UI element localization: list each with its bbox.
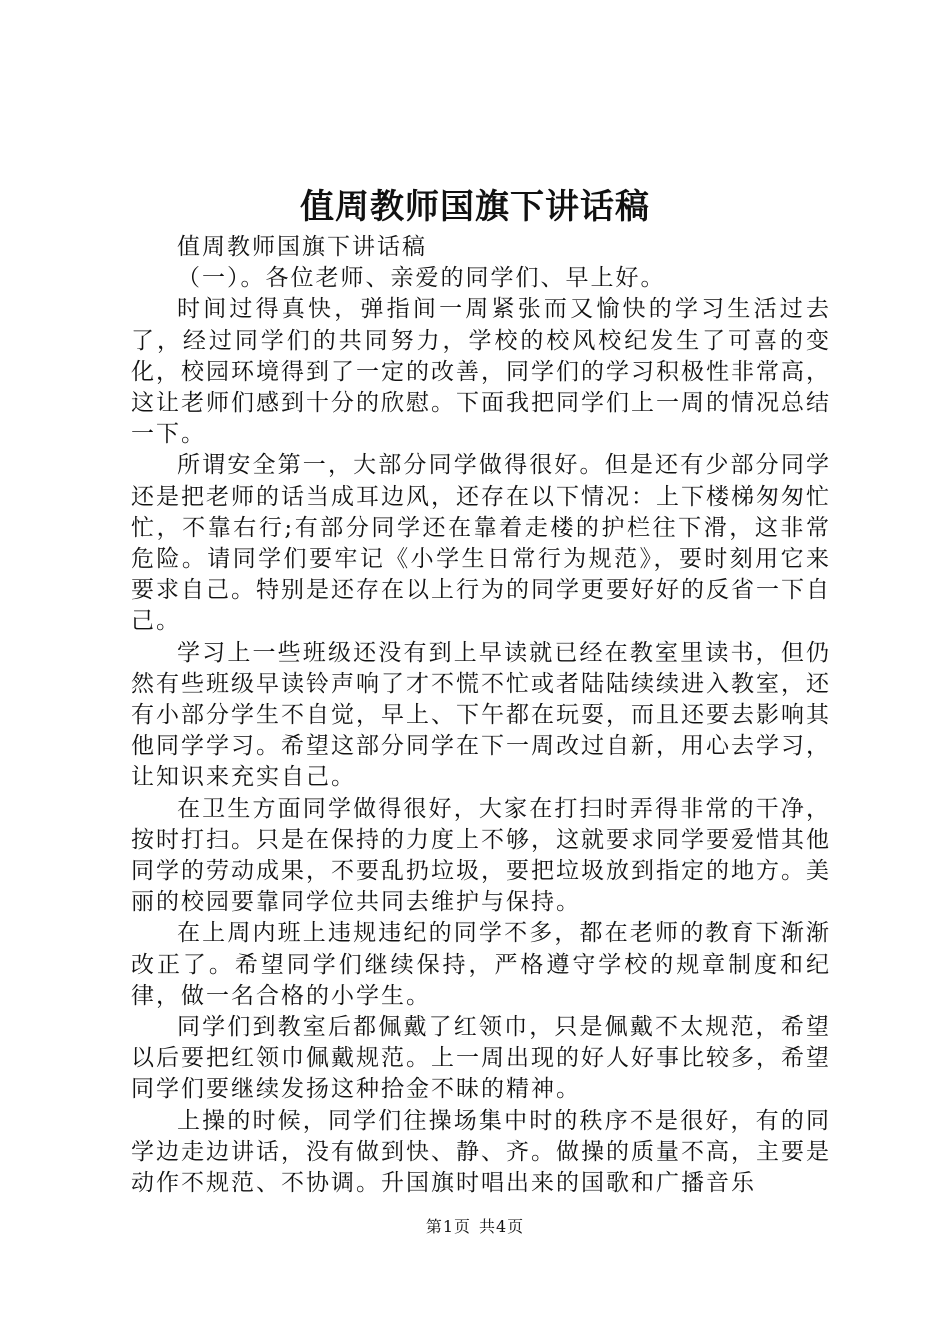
page-total: 共4页 bbox=[479, 1217, 525, 1236]
paragraph-discipline: 在上周内班上违规违纪的同学不多，都在老师的教育下渐渐改正了。希望同学们继续保持，严格遵守学校的规章制度和纪律，做一名合格的小学生。 bbox=[131, 920, 831, 1009]
document-body bbox=[131, 232, 831, 1199]
document-title: 值周教师国旗下讲话稿 bbox=[300, 187, 650, 227]
paragraph-hygiene: 在卫生方面同学做得很好，大家在打扫时弄得非常的干净，按时打扫。只是在保持的力度上不够，这就要求同学要爱惜其他同学的劳动成果，不要乱扔垃圾，要把垃圾放到指定的地方。美丽的校园要靠同学位共同去维护与保持。 bbox=[131, 795, 831, 916]
paragraph-greeting: （一）。各位老师、亲爱的同学们、早上好。 bbox=[177, 265, 666, 292]
page-number: 第1页 bbox=[425, 1217, 471, 1236]
paragraph-subtitle: 值周教师国旗下讲话稿 bbox=[177, 234, 427, 260]
paragraph-safety: 所谓安全第一，大部分同学做得很好。但是还有少部分同学还是把老师的话当成耳边风，还存在以下情况：上下楼梯匆匆忙忙，不靠右行;有部分同学还在靠着走楼的护栏往下滑，这非常危险。请同学们要牢记《小学生日常行为规范》，要时刻用它来要求自己。特别是还存在以上行为的同学更要好好的反省一下自己。 bbox=[131, 452, 831, 635]
paragraph-study: 学习上一些班级还没有到上早读就已经在教室里读书，但仍然有些班级早读铃声响了才不慌不忙或者陆陆续续进入教室，还有小部分学生不自觉，早上、下午都在玩耍，而且还要去影响其他同学学习。希望这部分同学在下一周改过自新，用心去学习，让知识来充实自己。 bbox=[131, 639, 831, 791]
paragraph-exercise: 上操的时候，同学们往操场集中时的秩序不是很好，有的同学边走边讲话，没有做到快、静、齐。做操的质量不高，主要是动作不规范、不协调。升国旗时唱出来的国歌和广播音乐 bbox=[131, 1107, 831, 1197]
page-footer bbox=[0, 1216, 950, 1238]
paragraph-intro: 时间过得真快，弹指间一周紧张而又愉快的学习生活过去了，经过同学们的共同努力，学校的校风校纪发生了可喜的变化，校园环境得到了一定的改善，同学们的学习积极性非常高，这让老师们感到十分的欣慰。下面我把同学们上一周的情况总结一下。 bbox=[131, 296, 831, 448]
paragraph-scarf: 同学们到教室后都佩戴了红领巾，只是佩戴不太规范，希望以后要把红领巾佩戴规范。上一周出现的好人好事比较多，希望同学们要继续发扬这种拾金不昧的精神。 bbox=[131, 1014, 831, 1103]
